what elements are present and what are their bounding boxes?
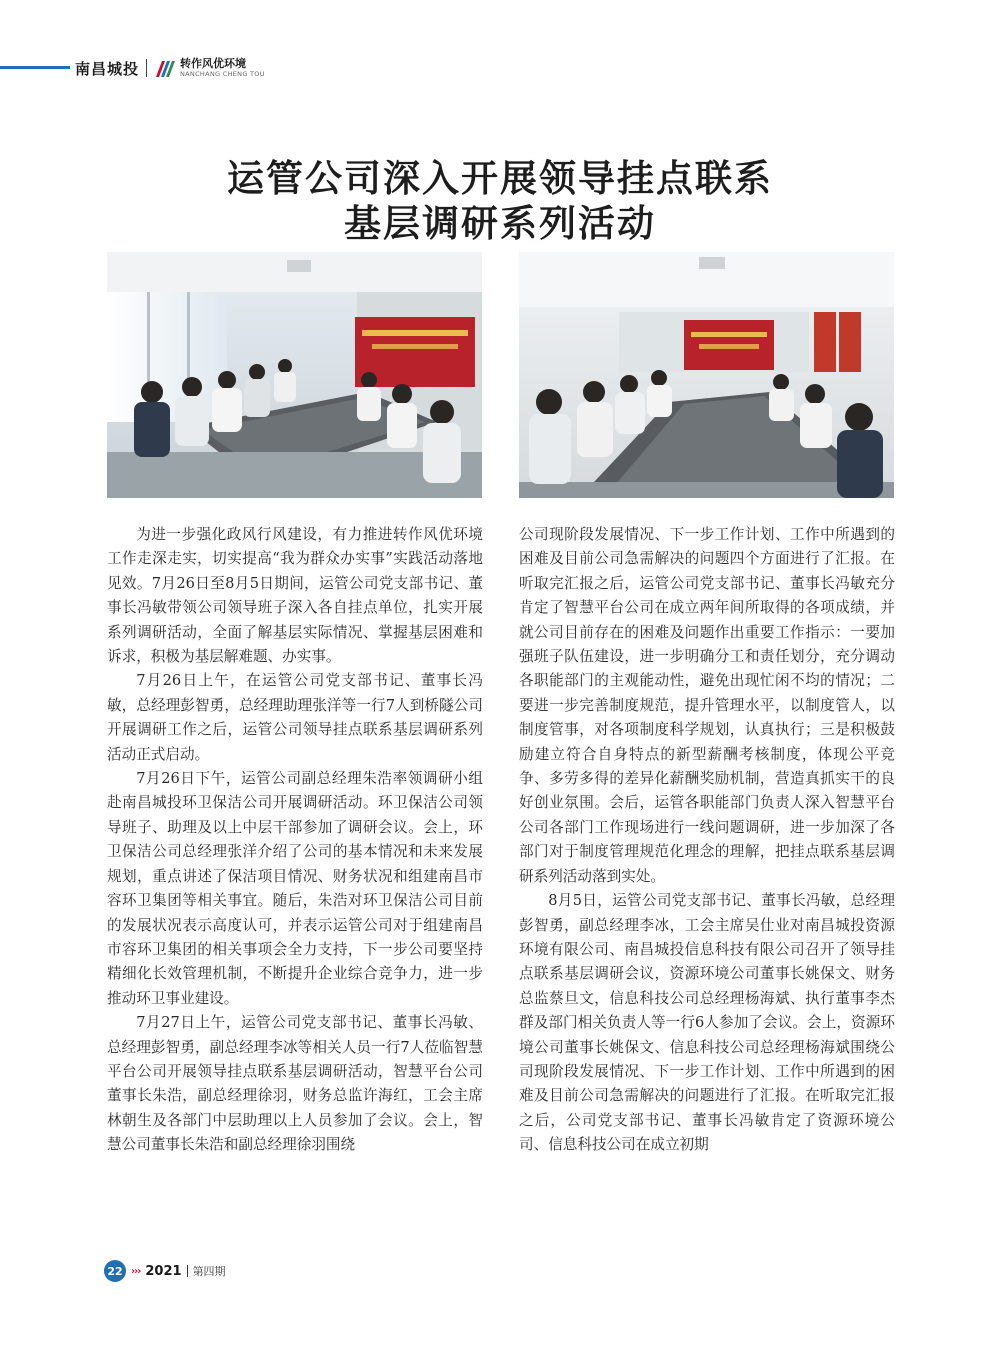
paragraph-continuation: 公司现阶段发展情况、下一步工作计划、工作中所遇到的困难及目前公司急需解决的问题四个方面进行了汇报。在听取完汇报之后，运管公司党支部书记、董事长冯敏充分肯定了智慧平台公司在成立两年间所取得的各项成绩，并就公司目前存在的困难及问题作出重要工作指示：一要加强班子队伍建设，进一步明确分工和责任划分，充分调动各职能部门的主观能动性，避免出现忙闲不均的情况；二要进一步完善制度规范，提升管理水平，以制度管人，以制度管事，对各项制度科学规划，认真执行；三是积极鼓励建立符合自身特点的新型薪酬考核制度，体现公平竞争、多劳多得的差异化薪酬奖励机制，营造真抓实干的良好创业氛围。会后，运管各职能部门负责人深入智慧平台公司各部门工作现场进行一线问题调研，进一步加深了各部门对于制度管理规范化理念的理解，把挂点联系基层调研系列活动落到实处。 [519,526,895,885]
slogan-english: NANCHANG CHENG TOU [180,70,265,79]
article-body-right-column [519,523,895,1158]
article-body-left-column [107,523,483,1158]
magazine-header [75,53,265,83]
meeting-photo-1 [107,252,482,498]
page-footer [104,1260,226,1282]
chevrons-icon: ››› [131,1265,141,1277]
brand-name: 南昌城投 [75,59,140,78]
slogan-chinese: 转作风优环境 [180,57,247,71]
header-divider [146,59,147,77]
brand-slogan [180,58,265,78]
meeting-photo-2 [519,252,894,498]
article-title-line1: 运管公司深入开展领导挂点联系 [227,157,773,200]
paragraph: 为进一步强化政风行风建设，有力推进转作风优环境工作走深走实，切实提高“我为群众办实事”实践活动落地见效。7月26日至8月5日期间，运管公司党支部书记、董事长冯敏带领公司领导班子深入各自挂点单位，扎实开展系列调研活动，全面了解基层实际情况、掌握基层困难和诉求，积极为基层解难题、办实事。 [107,526,483,666]
paragraph: 7月26日下午，运管公司副总经理朱浩率领调研小组赴南昌城投环卫保洁公司开展调研活动。环卫保洁公司领导班子、助理及以上中层干部参加了调研会议。会上，环卫保洁公司总经理张洋介绍了公司的基本情况和未来发展规划，重点讲述了保洁项目情况、财务状况和组建南昌市容环卫集团等相关事宜。随后，朱浩对环卫保洁公司目前的发展状况表示高度认可，并表示运管公司对于组建南昌市容环卫集团的相关事项会全力支持，下一步公司要坚持精细化长效管理机制，不断提升企业综合竞争力，进一步推动环卫事业建设。 [107,770,483,1007]
header-accent-rule [0,66,70,69]
page-number: 22 [104,1260,126,1282]
article-title-line2: 基层调研系列活动 [344,202,656,245]
issue-year: 2021 [145,1263,182,1279]
paragraph: 7月27日上午，运管公司党支部书记、董事长冯敏、总经理彭智勇，副总经理李冰等相关人员一行7人莅临智慧平台公司开展领导挂点联系基层调研活动，智慧平台公司董事长朱浩，副总经理徐羽，财务总监许海红，工会主席林朝生及各部门中层助理以上人员参加了会议。会上，智慧公司董事长朱浩和副总经理徐羽围绕 [107,1014,483,1154]
brand-logo-icon [154,57,176,79]
issue-number: 第四期 [192,1265,226,1278]
footer-divider [187,1265,188,1277]
paragraph: 7月26日上午，在运管公司党支部书记、董事长冯敏，总经理彭智勇，总经理助理张洋等一行7人到桥隧公司开展调研工作之后，运管公司领导挂点联系基层调研系列活动正式启动。 [107,672,483,763]
paragraph: 8月5日，运管公司党支部书记、董事长冯敏，总经理彭智勇，副总经理李冰，工会主席吴仕业对南昌城投资源环境有限公司、南昌城投信息科技有限公司召开了领导挂点联系基层调研会议，资源环境公司董事长姚保文、财务总监蔡旦文，信息科技公司总经理杨海斌、执行董事李杰群及部门相关负责人等一行6人参加了会议。会上，资源环境公司董事长姚保文、信息科技公司总经理杨海斌围绕公司现阶段发展情况、下一步工作计划、工作中所遇到的困难及目前公司急需解决的问题进行了汇报。在听取完汇报之后，公司党支部书记、董事长冯敏肯定了资源环境公司、信息科技公司在成立初期 [519,892,895,1154]
